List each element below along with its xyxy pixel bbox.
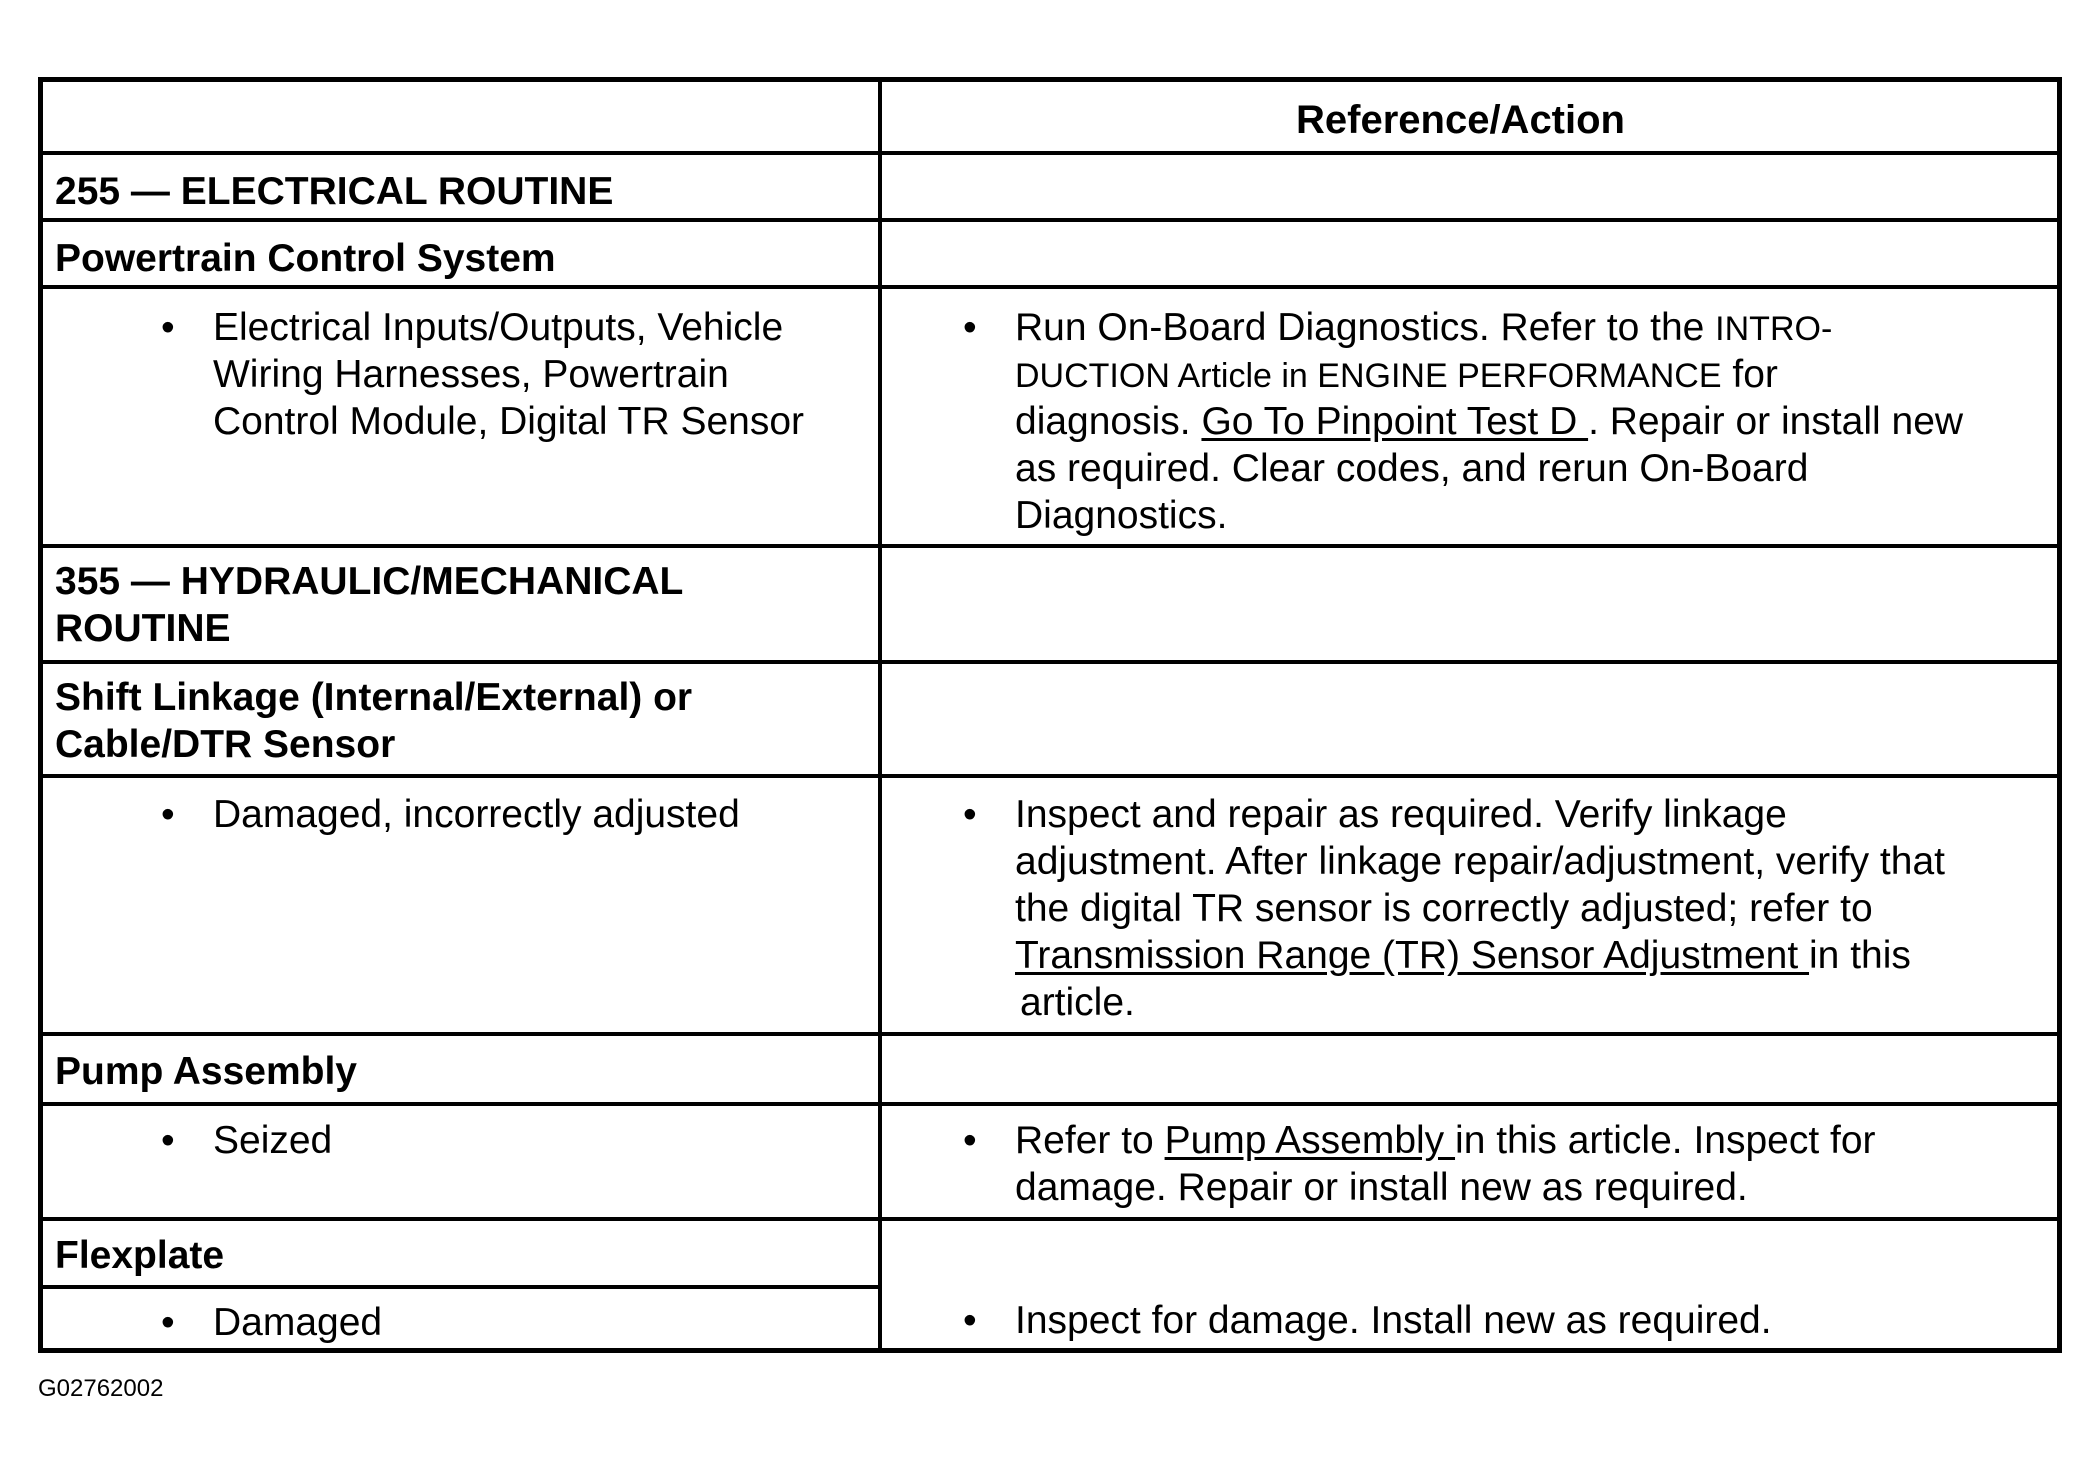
row-divider (43, 1217, 882, 1221)
section-title-electrical-routine: 255 — ELECTRICAL ROUTINE (55, 170, 614, 213)
row-divider (43, 1102, 2057, 1106)
column-divider (878, 82, 882, 1348)
condition-line: Damaged, incorrectly adjusted (213, 793, 740, 836)
bullet-icon: • (161, 793, 175, 836)
action-line: article. (1020, 981, 1135, 1024)
link-tr-sensor-adjustment[interactable]: Transmission Range (TR) Sensor Adjustment (1015, 934, 1810, 977)
bullet-icon: • (963, 1299, 977, 1342)
action-line: Diagnostics. (1015, 494, 1228, 537)
condition-line: Control Module, Digital TR Sensor (213, 400, 805, 443)
action-line: adjustment. After linkage repair/adjustment, verify that (1015, 840, 1945, 883)
action-line: diagnosis. Go To Pinpoint Test D . Repair or install new (1015, 400, 1964, 443)
row-divider (43, 544, 2057, 548)
link-pinpoint-test-d[interactable]: Go To Pinpoint Test D (1201, 400, 1589, 443)
bullet-icon: • (161, 306, 175, 349)
condition-line: Electrical Inputs/Outputs, Vehicle (213, 306, 784, 349)
action-line: Transmission Range (TR) Sensor Adjustment in this (1015, 934, 1911, 977)
row-divider (43, 151, 2057, 155)
action-line: as required. Clear codes, and rerun On-Board (1015, 447, 1809, 490)
diagnosis-table (38, 77, 2062, 1353)
component-title-shift-linkage: Shift Linkage (Internal/External) or (55, 676, 693, 719)
row-divider (43, 218, 2057, 222)
action-line: Run On-Board Diagnostics. Refer to the INTRO- (1015, 306, 1833, 349)
bullet-icon: • (963, 793, 977, 836)
row-divider (43, 1285, 882, 1289)
component-title-pump-assembly: Pump Assembly (55, 1050, 357, 1093)
bullet-icon: • (963, 1119, 977, 1162)
component-title-flexplate: Flexplate (55, 1234, 225, 1277)
section-title-hydraulic-routine: 355 — HYDRAULIC/MECHANICAL (55, 560, 684, 603)
condition-line: Damaged (213, 1301, 383, 1344)
bullet-icon: • (963, 306, 977, 349)
column-header-reference-action: Reference/Action (1296, 98, 1625, 142)
section-title-hydraulic-routine: ROUTINE (55, 607, 231, 650)
action-line: DUCTION Article in ENGINE PERFORMANCE for (1015, 353, 1778, 396)
row-divider (43, 285, 2057, 289)
bullet-icon: • (161, 1301, 175, 1344)
figure-id: G02762002 (38, 1375, 164, 1402)
action-line: Inspect and repair as required. Verify linkage (1015, 793, 1787, 836)
action-line: damage. Repair or install new as required. (1015, 1166, 1748, 1209)
condition-line: Wiring Harnesses, Powertrain (213, 353, 729, 396)
row-divider (43, 660, 2057, 664)
link-pump-assembly[interactable]: Pump Assembly (1164, 1119, 1456, 1162)
component-title-powertrain-control-system: Powertrain Control System (55, 237, 556, 280)
bullet-icon: • (161, 1119, 175, 1162)
action-line: Refer to Pump Assembly in this article. Inspect for (1015, 1119, 1876, 1162)
action-line: Inspect for damage. Install new as required. (1015, 1299, 1772, 1342)
condition-line: Seized (213, 1119, 333, 1162)
row-divider (43, 774, 2057, 778)
row-divider (43, 1032, 2057, 1036)
action-line: the digital TR sensor is correctly adjusted; refer to (1015, 887, 1873, 930)
component-title-shift-linkage: Cable/DTR Sensor (55, 723, 396, 766)
row-divider (878, 1217, 2057, 1221)
